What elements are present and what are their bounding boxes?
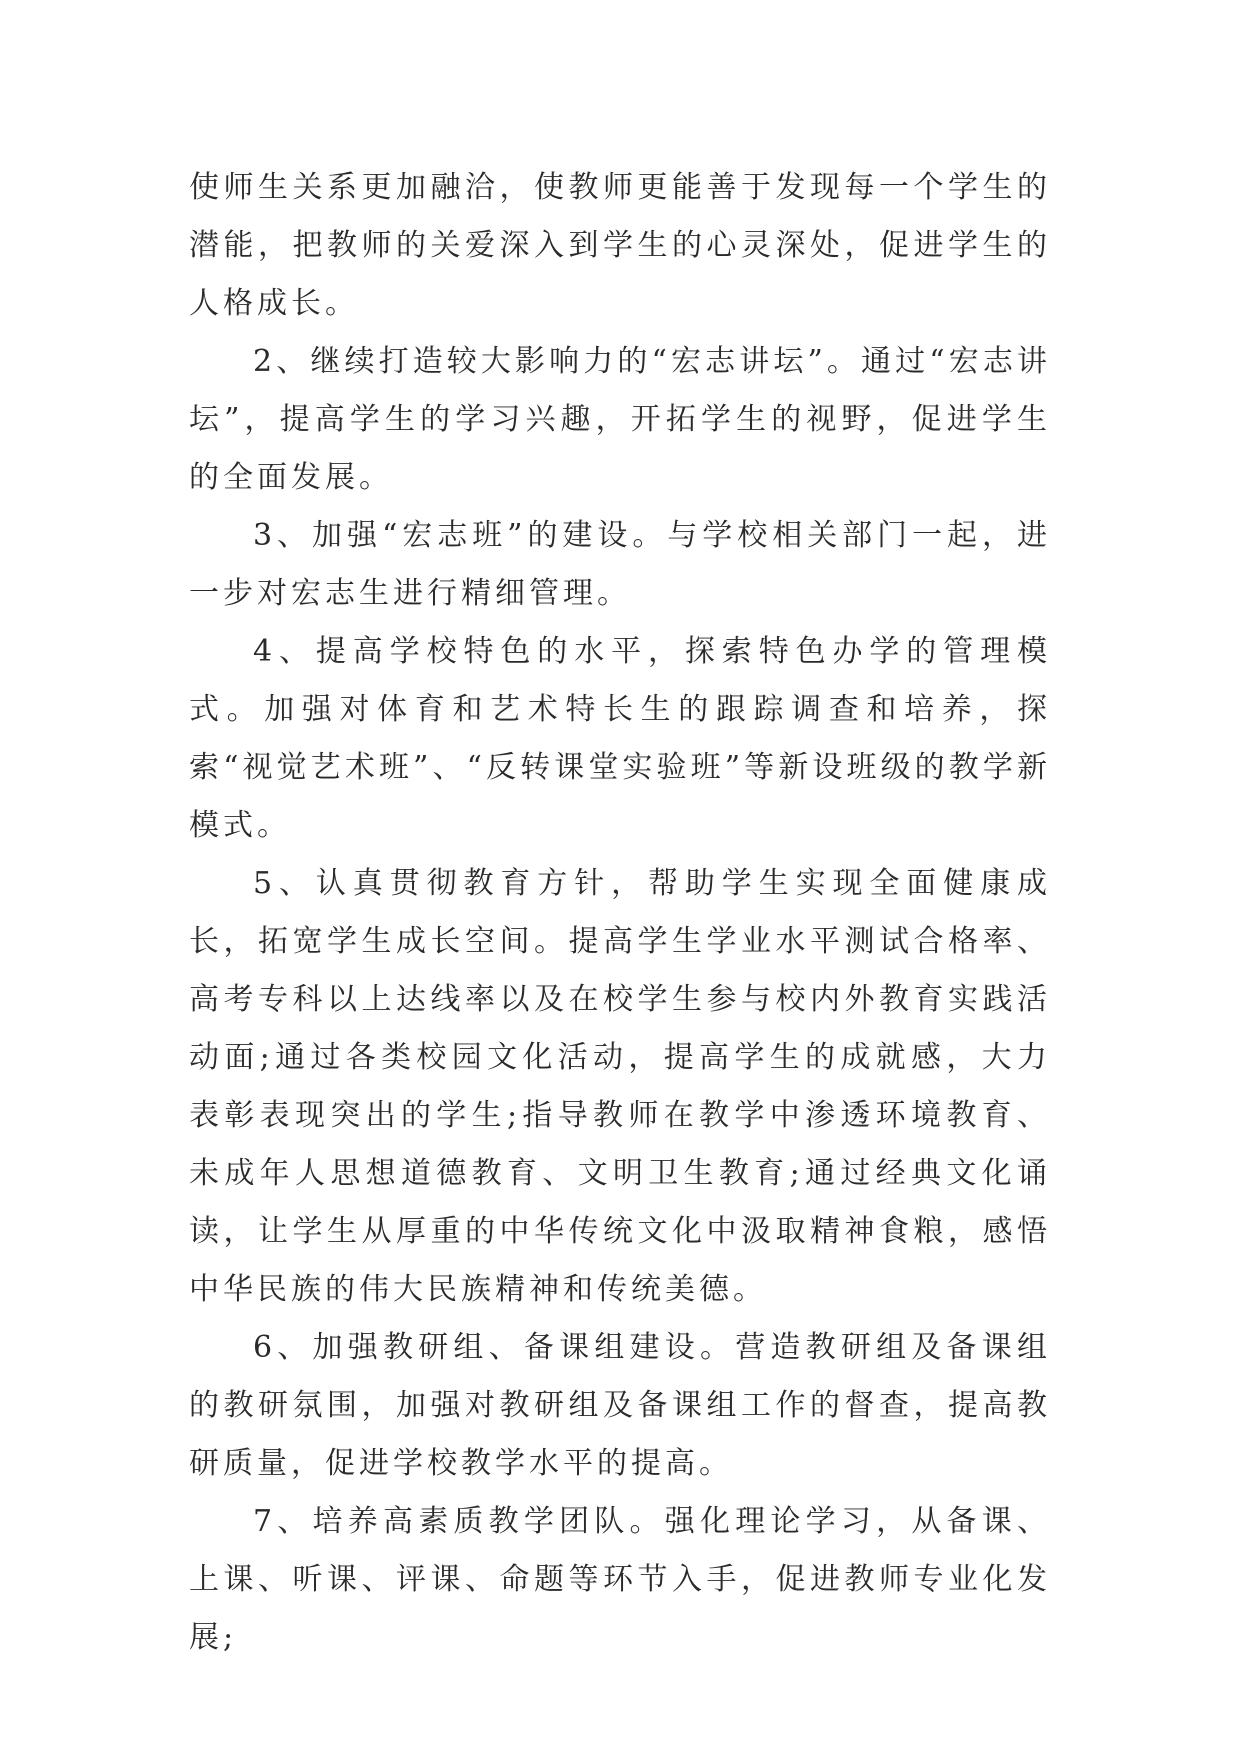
document-body [189,159,1051,1667]
paragraph-7: 7、培养高素质教学团队。强化理论学习，从备课、上课、听课、评课、命题等环节入手，促进教师专业化发展; [189,1504,1051,1655]
paragraph-4: 4、提高学校特色的水平，探索特色办学的管理模式。加强对体育和艺术特长生的跟踪调查和培养，探索“视觉艺术班”、“反转课堂实验班”等新设班级的教学新模式。 [189,634,1051,843]
paragraph-1: 使师生关系更加融洽，使教师更能善于发现每一个学生的潜能，把教师的关爱深入到学生的心灵深处，促进学生的人格成长。 [189,170,1051,321]
paragraph-2: 2、继续打造较大影响力的“宏志讲坛”。通过“宏志讲坛”，提高学生的学习兴趣，开拓学生的视野，促进学生的全面发展。 [189,344,1051,495]
paragraph-5: 5、认真贯彻教育方针，帮助学生实现全面健康成长，拓宽学生成长空间。提高学生学业水平测试合格率、高考专科以上达线率以及在校学生参与校内外教育实践活动面;通过各类校园文化活动，提高学生的成就感，大力表彰表现突出的学生;指导教师在教学中渗透环境教育、未成年人思想道德教育、文明卫生教育;通过经典文化诵读，让学生从厚重的中华传统文化中汲取精神食粮，感悟中华民族的伟大民族精神和传统美德。 [189,866,1051,1307]
paragraph-6: 6、加强教研组、备课组建设。营造教研组及备课组的教研氛围，加强对教研组及备课组工作的督查，提高教研质量，促进学校教学水平的提高。 [189,1330,1051,1481]
paragraph-3: 3、加强“宏志班”的建设。与学校相关部门一起，进一步对宏志生进行精细管理。 [189,518,1051,611]
